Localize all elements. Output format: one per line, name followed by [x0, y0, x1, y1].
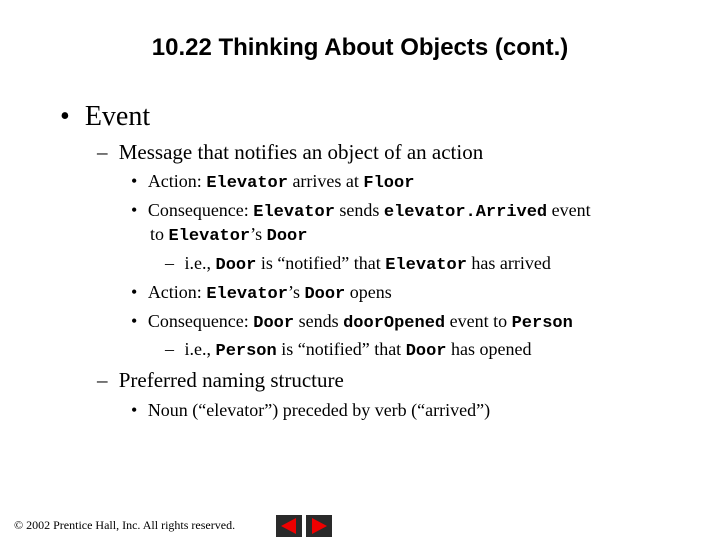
text: is “notified” that: [276, 339, 406, 359]
sub-bullet-ie-1: [165, 253, 551, 275]
bullet-message: [97, 140, 483, 165]
code-term: Elevator: [206, 285, 288, 304]
code-term: Elevator: [385, 256, 467, 275]
bullet-marker: •: [131, 282, 138, 302]
text: Consequence:: [147, 311, 254, 331]
bullet-consequence-1-continued: [150, 224, 307, 246]
code-term: Door: [253, 314, 295, 333]
text: to: [150, 224, 169, 244]
bullet-consequence-1: [131, 200, 591, 222]
dash-marker: –: [165, 339, 174, 359]
bullet-marker: •: [131, 171, 138, 191]
text: has arrived: [466, 253, 551, 273]
text: arrives at: [287, 171, 364, 191]
dash-marker: –: [165, 253, 174, 273]
text: Action:: [147, 171, 207, 191]
code-term: Door: [405, 342, 447, 361]
dash-marker: –: [97, 140, 108, 164]
text: event to: [445, 311, 512, 331]
copyright-footer: © 2002 Prentice Hall, Inc. All rights reserved.: [14, 518, 236, 532]
code-term: Elevator: [168, 227, 251, 246]
text: ’s: [287, 282, 305, 302]
code-term: Floor: [363, 174, 415, 193]
bullet-marker: •: [131, 400, 138, 420]
slide-title: 10.22 Thinking About Objects (cont.): [151, 34, 569, 61]
bullet-marker: •: [131, 200, 138, 220]
bullet-text: Message that notifies an object of an action: [118, 140, 484, 164]
sub-bullet-ie-2: [165, 339, 531, 361]
next-slide-button[interactable]: [306, 515, 332, 537]
text: ’s: [250, 224, 267, 244]
bullet-action-1: [131, 171, 414, 193]
code-term: Door: [266, 227, 308, 246]
bullet-text: Event: [84, 101, 151, 132]
text: is “notified” that: [256, 253, 386, 273]
bullet-text: Preferred naming structure: [118, 368, 344, 392]
text: event: [547, 200, 591, 220]
bullet-marker: •: [131, 311, 138, 331]
code-term: Person: [215, 342, 277, 361]
dash-marker: –: [97, 368, 108, 392]
text: sends: [334, 200, 384, 220]
code-term: Elevator: [206, 174, 288, 193]
text: opens: [345, 282, 392, 302]
bullet-consequence-2: [131, 311, 573, 333]
text: i.e.,: [184, 253, 216, 273]
bullet-noun-verb: [131, 400, 490, 421]
code-term: Elevator: [253, 203, 335, 222]
text: i.e.,: [184, 339, 216, 359]
text: Consequence:: [147, 200, 254, 220]
bullet-event: [60, 101, 150, 133]
code-term: Person: [511, 314, 573, 333]
text: has opened: [446, 339, 532, 359]
bullet-text: Noun (“elevator”) preceded by verb (“arrived”): [147, 400, 491, 420]
bullet-naming-structure: [97, 368, 344, 393]
code-term: doorOpened: [343, 314, 446, 333]
text: Action:: [147, 282, 207, 302]
code-term: Door: [304, 285, 346, 304]
bullet-action-2: [131, 282, 392, 304]
code-term: Door: [215, 256, 257, 275]
previous-slide-button[interactable]: [276, 515, 302, 537]
code-term: elevator.Arrived: [383, 203, 548, 222]
bullet-marker: •: [60, 101, 70, 132]
text: sends: [294, 311, 344, 331]
